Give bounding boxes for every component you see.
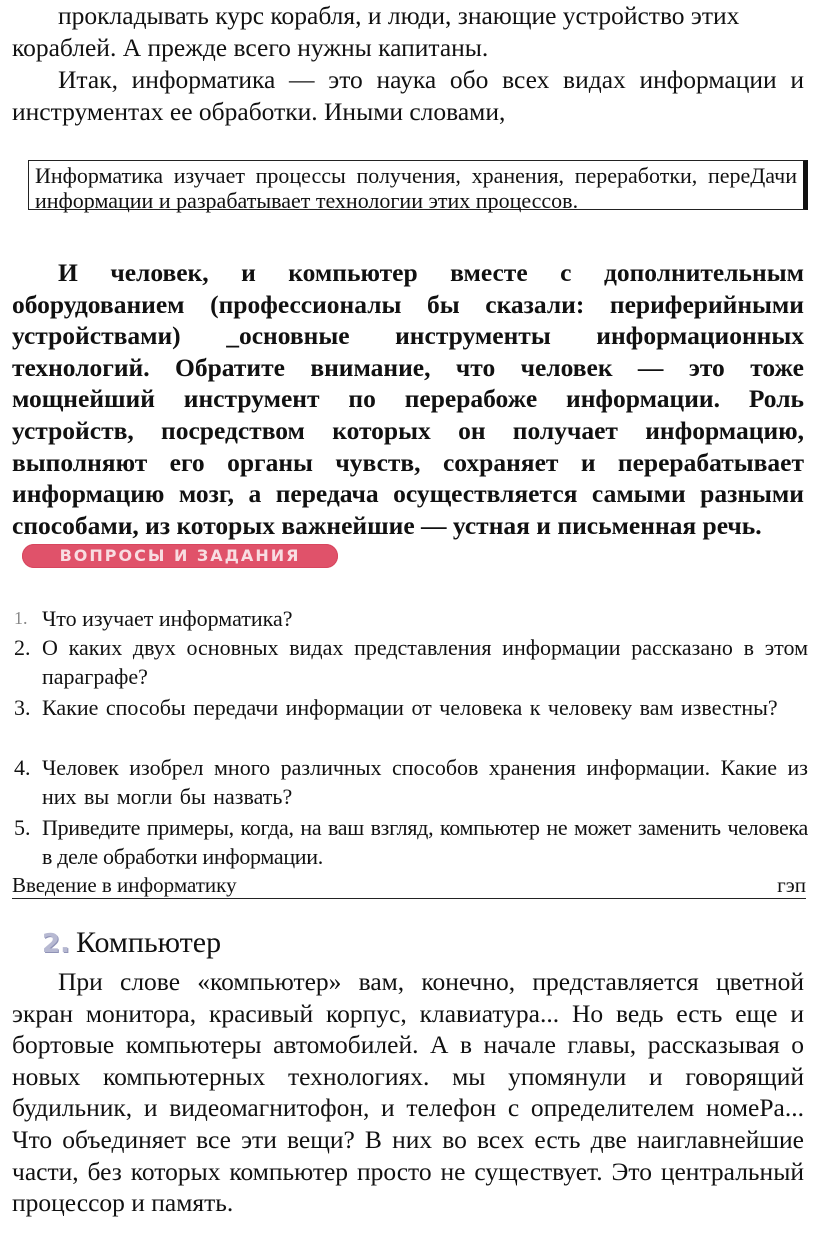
question-text: Человек изобрел много различных способов хранения информации. Какие из них вы могли бы назвать? xyxy=(42,755,808,809)
question-number: 5. xyxy=(14,815,31,840)
question-text: О каких двух основных видах представления информации рассказано в этом параграфе? xyxy=(42,635,808,689)
questions-banner: ВОПРОСЫ И ЗАДАНИЯ xyxy=(22,544,338,568)
question-item-5 xyxy=(14,813,808,871)
question-number: 3. xyxy=(14,695,31,720)
definition-box: Информатика изучает процессы получения, хранения, переработки, переДачи информации и разрабатывает технологии этих процессов. xyxy=(28,160,808,210)
page-footer xyxy=(12,872,806,899)
question-text: Какие способы передачи информации от человека к человеку вам известны? xyxy=(42,695,778,720)
question-item-3 xyxy=(14,693,808,722)
question-text: Что изучает информатика? xyxy=(42,606,293,631)
footer-book-title: Введение в информатику xyxy=(12,873,237,897)
question-number: 2. xyxy=(14,635,31,660)
paragraph-intro-line-a: прокладывать курс корабля, и люди, знающие устройство этих xyxy=(58,1,740,30)
section-number-badge: 2. xyxy=(42,929,70,959)
question-number: 4. xyxy=(14,755,31,780)
paragraph-computer-intro: При слове «компьютер» вам, конечно, представляется цветной экран монитора, красивый корпус, клавиатура... Но ведь есть еще и бортовые компьютеры автомобилей. А в начале главы, рассказывая о новых компьютерных технологиях. мы упомянули и говорящий будильник, и видеомагнитофон, и телефон с определителем номеРа... Что объединяет все эти вещи? В них во всех есть две наиглавнейшие части, без которых компьютер просто не существует. Это центральный процессор и память. xyxy=(12,967,804,1218)
section-heading xyxy=(42,923,221,963)
question-item-2 xyxy=(14,633,808,691)
section-title: Компьютер xyxy=(75,926,222,959)
paragraph-informatics-definition-lead: Итак, информатика — это наука обо всех видах информации и инструментах ее обработки. Иными словами, xyxy=(12,65,804,126)
question-item-1 xyxy=(14,604,808,633)
footer-mark: гэп xyxy=(777,873,806,897)
question-number: 1. xyxy=(14,608,28,628)
question-text: Приведите примеры, когда, на ваш взгляд, компьютер не может заменить человека в деле обработки информации. xyxy=(42,815,808,869)
paragraph-human-computer: И человек, и компьютер вместе с дополнительным оборудованием (профессионалы бы сказали: периферийными устройствами) _основные инструменты информационных технологий. Обратите внимание, что человек — это тоже мощнейший инструмент по перерабоже информации. Роль устройств, посредством которых он получает информацию, выполняют его органы чувств, сохраняет и перерабатывает информацию мозг, а передача осуществляется самыми разными способами, из которых важнейшие — устная и письменная речь. xyxy=(12,258,804,540)
paragraph-intro-line-b: кораблей. А прежде всего нужны капитаны. xyxy=(12,33,489,62)
question-item-4 xyxy=(14,753,808,811)
